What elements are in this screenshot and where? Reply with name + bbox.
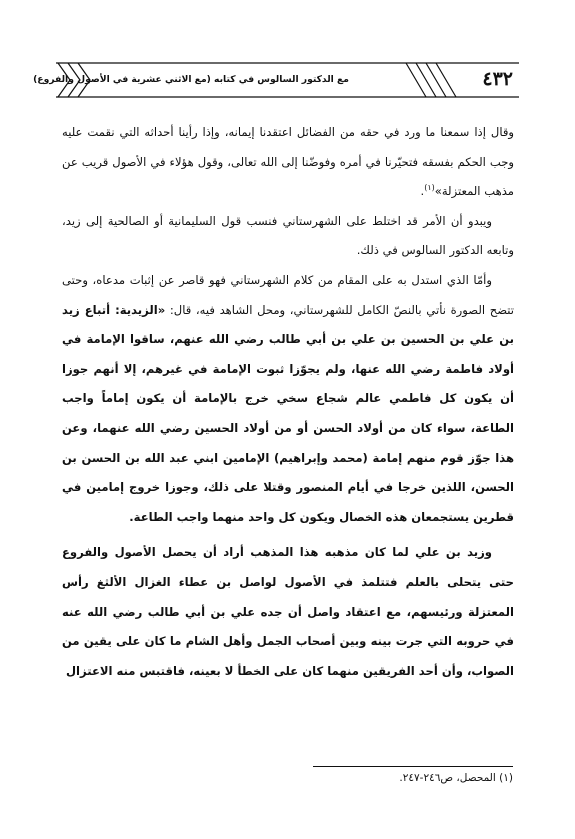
paragraph: وأمّا الذي استدل به على المقام من كلام الشهرستاني فهو قاصر عن إثبات مدعاه، وحتى تتضح الصورة نأتي بالنصّ الكامل للشهرستاني، ومحل الشاهد فيه، قال: «الزيدية: أتباع زيد بن علي بن الحسين بن علي بن أبي طالب رضي الله عنهم، ساقوا الإمامة في أولاد فاطمة رضي الله عنها، ولم يجوّزا ثبوت الإمامة في غيرهم، إلا أنهم جوزا أن يكون كل فاطمي عالم شجاع سخي خرج بالإمامة أن يكون إماماً واجب الطاعة، سواء كان من أولاد الحسن أو من أولاد الحسين رضي الله عنهما، وعن هذا جوّز قوم منهم إمامة (محمد وإبراهيم) الإمامين ابني عبد الله بن الحسن بن الحسن، اللذين خرجا في أيام المنصور وقتلا على ذلك، وجوزا خروج إمامين في قطرين يستجمعان هذه الخصال ويكون كل واحد منهما واجب الطاعة. bbox=[62, 272, 515, 524]
page-header bbox=[33, 62, 519, 98]
page-number: ٤٣٢ bbox=[482, 68, 513, 90]
paragraph: وقال إذا سمعنا ما ورد في حقه من الفضائل اعتقدنا إيمانه، وإذا رأينا أحداثه التي نقمت عليه وجب الحكم بفسقه فتحيّرنا في أمره وفوضّنا إلى الله تعالى، وقول هؤلاء في الأصول قريب عن مذهب المعتزلة»$^{(١)}$. bbox=[62, 125, 514, 199]
main-text bbox=[62, 118, 514, 686]
footnote-divider bbox=[313, 766, 513, 767]
footnote-marker: (١) bbox=[424, 183, 435, 193]
paragraph: وزيد بن علي لما كان مذهبه هذا المذهب أراد أن يحصل الأصول والفروع حتى يتحلى بالعلم فتتلمذ في الأصول لواصل بن عطاء الغزال الألثغ رأس المعتزلة ورئيسهم، مع اعتقاد واصل أن جده علي بن أبي طالب رضي الله عنه في حروبه التي جرت بينه وبين أصحاب الجمل وأهل الشام ما كان على يقين من الصواب، وأن أحد الفريقين منهما كان على الخطأ لا بعينه، فاقتبس منه الاعتزال bbox=[62, 545, 514, 678]
quote-text: «الزيدية: أتباع زيد بن علي بن الحسين بن علي بن أبي طالب رضي الله عنهم، ساقوا الإمامة في أولاد فاطمة رضي الله عنها، ولم يجوّزا ثبوت الإمامة في غيرهم، إلا أنهم جوزا أن يكون كل فاطمي عالم شجاع سخي خرج بالإمامة أن يكون إماماً واجب الطاعة، سواء كان من أولاد الحسن أو من أولاد الحسين رضي الله عنهما، وعن هذا جوّز قوم منهم إمامة (محمد وإبراهيم) الإمامين ابني عبد الله بن الحسن بن الحسن، اللذين خرجا في أيام المنصور وقتلا على ذلك، وجوزا خروج إمامين في قطرين يستجمعان هذه الخصال ويكون كل واحد منهما واجب الطاعة. bbox=[62, 302, 514, 524]
footnote: (١) المحصل، ص٢٤٦-٢٤٧. bbox=[399, 772, 513, 784]
running-title: مع الدكتور السالوس في كتابه (مع الاثني عشرية في الأصول والفروع) bbox=[33, 74, 349, 85]
paragraph: ويبدو أن الأمر قد اختلط على الشهرستاني فنسب قول السليمانية أو الصالحية إلى زيد، وتابعه الدكتور السالوس في ذلك. bbox=[62, 213, 514, 258]
